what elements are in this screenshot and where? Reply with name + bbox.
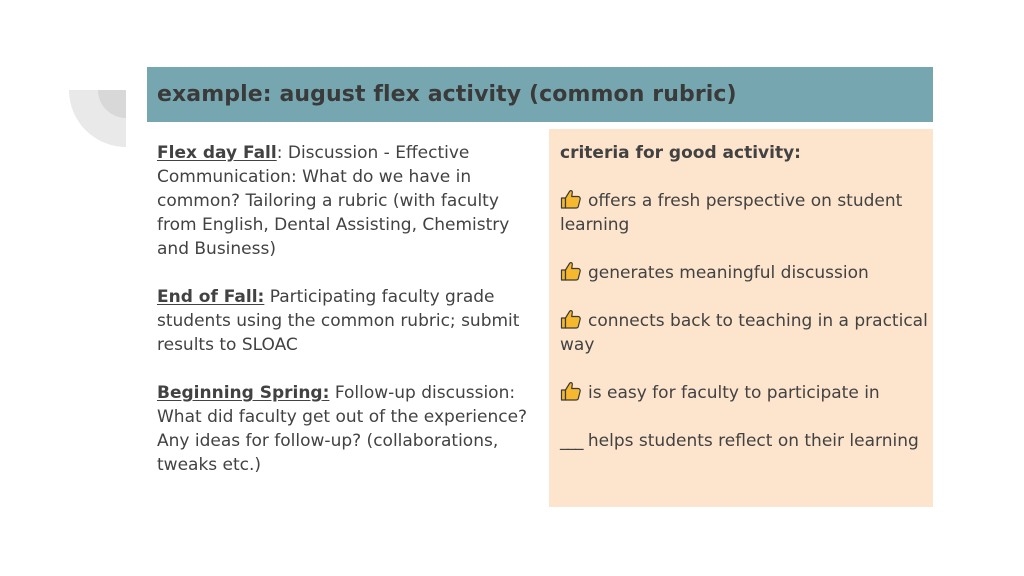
criteria-item-text: connects back to teaching in a practical way [560, 311, 928, 355]
beginning-spring-label: Beginning Spring [157, 383, 323, 403]
thumbs-up-icon [560, 261, 582, 281]
criteria-item-text: offers a fresh perspective on student learning [560, 191, 903, 235]
criteria-item [560, 189, 930, 237]
slide-title: example: august flex activity (common rubric) [157, 82, 737, 107]
end-of-fall-label: End of Fall: [157, 287, 265, 307]
decorative-arc-shape [0, 0, 130, 150]
end-of-fall-paragraph [157, 285, 529, 357]
criteria-heading: criteria for good activity: [560, 143, 801, 163]
criteria-item-text: is easy for faculty to participate in [588, 383, 880, 403]
flex-day-fall-label: Flex day Fall [157, 143, 277, 163]
criteria-panel [549, 129, 933, 507]
thumbs-up-icon [560, 309, 582, 329]
criteria-item [560, 381, 930, 405]
end-of-fall-text: Participating faculty grade students using the common rubric; submit results to SLOAC [157, 287, 520, 355]
flex-day-fall-text: : Discussion - Effective Communication: What do we have in common? Tailoring a rubric (with faculty from English, Dental Assisting, Chemistry and Business) [157, 143, 510, 259]
criteria-item [560, 309, 930, 357]
thumbs-up-icon [560, 189, 582, 209]
criteria-item-blank [560, 429, 930, 453]
criteria-item-text: generates meaningful discussion [588, 263, 869, 283]
beginning-spring-colon: : [322, 383, 330, 403]
flex-day-fall-paragraph [157, 141, 529, 261]
thumbs-up-icon [560, 381, 582, 401]
beginning-spring-paragraph [157, 381, 529, 477]
criteria-item [560, 261, 930, 285]
left-column [157, 141, 529, 501]
criteria-content [560, 141, 930, 477]
beginning-spring-text: Follow-up discussion: What did faculty get out of the experience? Any ideas for follow-up? (collaborations, tweaks etc.) [157, 383, 528, 475]
fill-in-blank: ___ [560, 431, 583, 451]
title-bar [147, 67, 933, 122]
criteria-item-text: helps students reflect on their learning [582, 431, 919, 451]
